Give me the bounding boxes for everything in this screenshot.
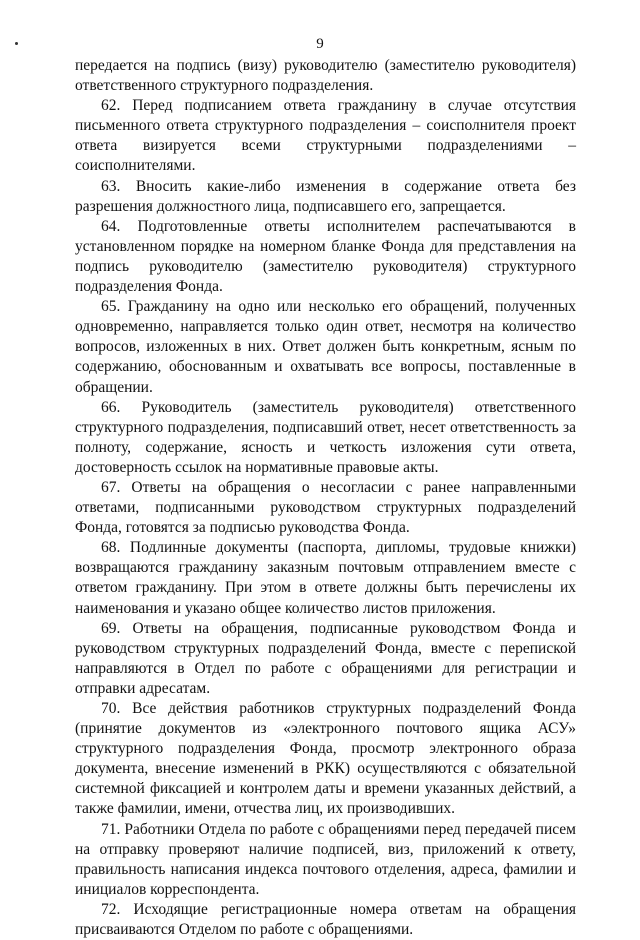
paragraph-71: 71. Работники Отдела по работе с обращениями перед передачей писем на отправку проверяют наличие подписей, виз, приложений к ответу, правильность написания индекса почтового отделения, адреса, фамилии и инициалов корреспондента. [75, 820, 576, 898]
paragraph-65: 65. Гражданину на одно или несколько его обращений, полученных одновременно, направляется только один ответ, несмотря на количество вопросов, изложенных в них. Ответ должен быть конкретным, ясным по содержанию, обоснованным и охватывать все вопросы, поставленные в обращении. [75, 298, 576, 396]
paragraph-72: 72. Исходящие регистрационные номера ответам на обращения присваиваются Отделом по работе с обращениями. [75, 900, 576, 939]
page-number: 9 [316, 36, 324, 52]
paragraph-70: 70. Все действия работников структурных подразделений Фонда (принятие документов из «электронного почтового ящика АСУ» структурного подразделения Фонда, просмотр электронного образа документа, внесение изменений в РКК) осуществляются с обязательной системной фиксацией и контролем даты и времени указанных действий, а также фамилии, имени, отчества лиц, их производивших. [75, 700, 576, 818]
paragraph-63: 63. Вносить какие-либо изменения в содержание ответа без разрешения должностного лица, подписавшего его, запрещается. [75, 177, 576, 215]
paragraph-68: 68. Подлинные документы (паспорта, дипломы, трудовые книжки) возвращаются гражданину заказным почтовым отправлением вместе с ответом гражданину. При этом в ответе должны быть перечислены их наименования и указано общее количество листов приложения. [75, 539, 576, 617]
paragraph-64: 64. Подготовленные ответы исполнителем распечатываются в установленном порядке на номерном бланке Фонда для представления на подпись руководителю (заместителю руководителя) структурного подразделения Фонда. [75, 217, 576, 296]
paragraph-69: 69. Ответы на обращения, подписанные руководством Фонда и руководством структурных подразделений Фонда, вместе с перепиской направляются в Отдел по работе с обращениями для регистрации и отправки адресатам. [75, 619, 576, 697]
document-body [75, 56, 576, 940]
paragraph-62: 62. Перед подписанием ответа гражданину в случае отсутствия письменного ответа структурного подразделения – соисполнителя проект ответа визируется всеми структурными подразделениями – соисполнителями. [75, 97, 576, 175]
paragraph-continuation: передается на подпись (визу) руководителю (заместителю руководителя) ответственного структурного подразделения. [75, 57, 576, 95]
paragraph-67: 67. Ответы на обращения о несогласии с ранее направленными ответами, подписанными руководством структурных подразделений Фонда, готовятся за подписью руководства Фонда. [75, 478, 576, 537]
paragraph-66: 66. Руководитель (заместитель руководителя) ответственного структурного подразделения, подписавший ответ, несет ответственность за полноту, содержание, ясность и четкость изложения сути ответа, достоверность ссылок на нормативные правовые акты. [75, 398, 576, 476]
